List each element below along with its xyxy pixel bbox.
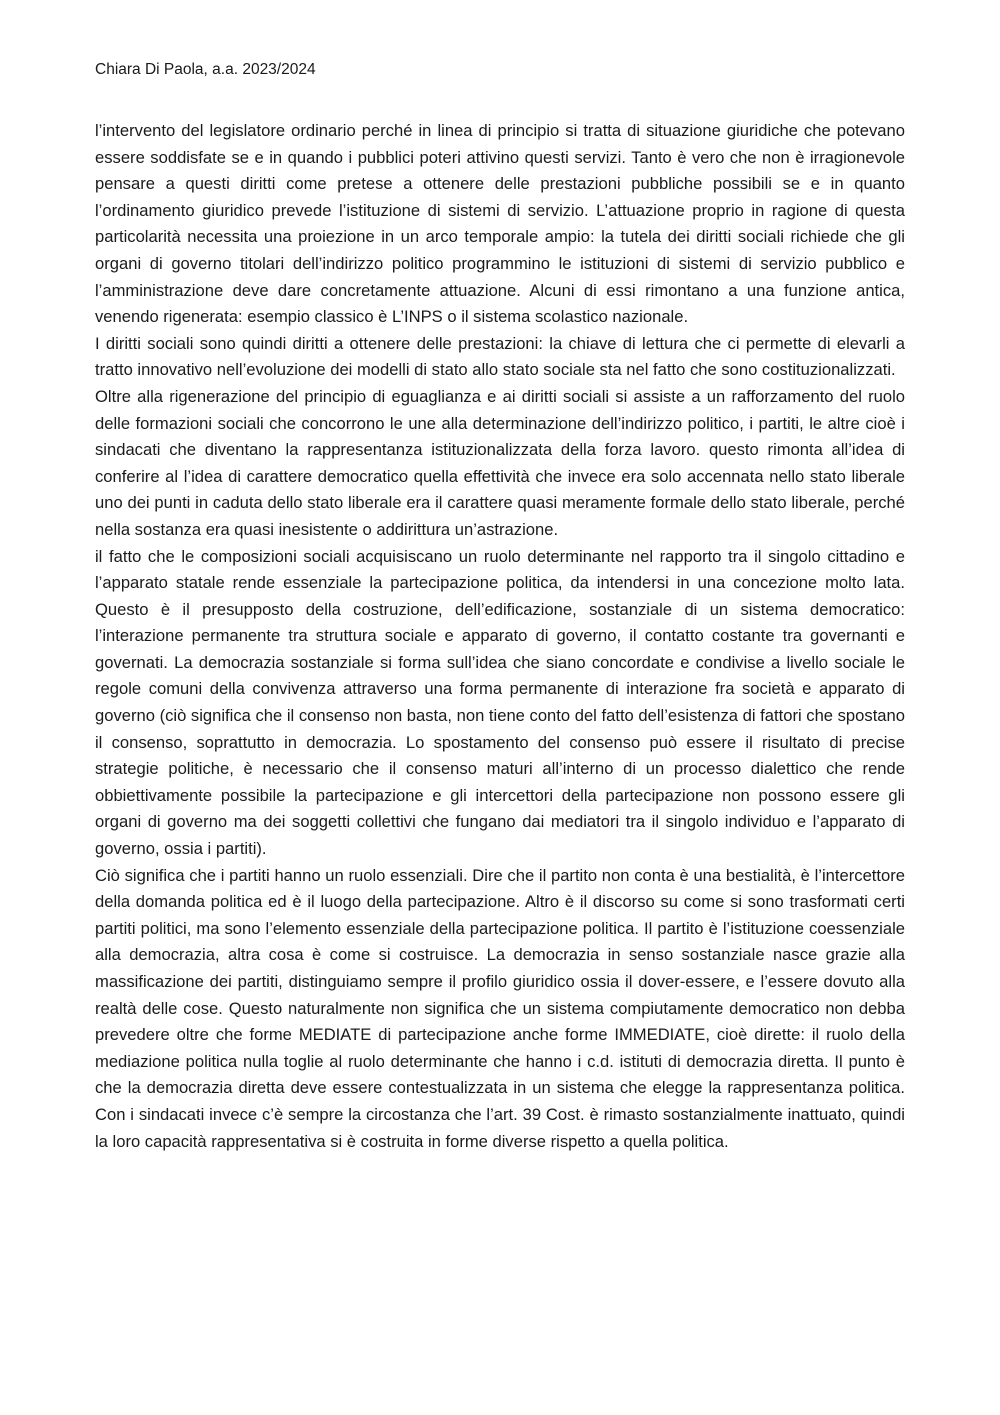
page-header: Chiara Di Paola, a.a. 2023/2024 bbox=[95, 61, 316, 78]
paragraph-3: Oltre alla rigenerazione del principio di eguaglianza e ai diritti sociali si assiste a un rafforzamento del ruolo delle formazioni sociali che concorrono le une alla determinazione dell’indirizzo politico, i partiti, le altre cioè i sindacati che diventano la rappresentanza istituzionalizzata della forza lavoro. questo rimonta all’idea di conferire al l’idea di carattere democratico quella effettività che invece era solo accennata nello stato liberale uno dei punti in caduta dello stato liberale era il carattere quasi meramente formale dello stato liberale, perché nella sostanza era quasi inesistente o addirittura un’astrazione. bbox=[95, 386, 905, 539]
paragraph-5: Ciò significa che i partiti hanno un ruolo essenziali. Dire che il partito non conta è una bestialità, è l’intercettore della domanda politica ed è il luogo della partecipazione. Altro è il discorso su come si sono trasformati certi partiti politici, ma sono l’elemento essenziale della partecipazione politica. Il partito è l’istituzione coessenziale alla democrazia, altra cosa è come si costruisce. La democrazia in senso sostanziale nasce grazie alla massificazione dei partiti, distinguiamo sempre il profilo giuridico ossia il dover-essere, e l’essere dovuto alla realtà delle cose. Questo naturalmente non significa che un sistema compiutamente democratico non debba prevedere oltre che forme MEDIATE di partecipazione anche forme IMMEDIATE, cioè dirette: il ruolo della mediazione politica nulla toglie al ruolo determinante che hanno i c.d. istituti di democrazia diretta. Il punto è che la democrazia diretta deve essere contestualizzata in un sistema che elegge la rappresentanza politica. Con i sindacati invece c’è sempre la circostanza che l’art. 39 Cost. è rimasto sostanzialmente inattuato, quindi la loro capacità rappresentativa si è costruita in forme diverse rispetto a quella politica. bbox=[95, 865, 905, 1151]
paragraph-2: I diritti sociali sono quindi diritti a ottenere delle prestazioni: la chiave di lettura che ci permette di elevarli a tratto innovativo nell’evoluzione dei modelli di stato allo stato sociale sta nel fatto che sono costituzionalizzati. bbox=[95, 333, 905, 380]
body-text bbox=[95, 118, 905, 1155]
paragraph-1: l’intervento del legislatore ordinario perché in linea di principio si tratta di situazione giuridiche che potevano essere soddisfate se e in quando i pubblici poteri attivino questi servizi. Tanto è vero che non è irragionevole pensare a questi diritti come pretese a ottenere delle prestazioni pubbliche possibili se e in quanto l’ordinamento giuridico prevede l’istituzione di sistemi di servizio. L’attuazione proprio in ragione di questa particolarità necessita una proiezione in un arco temporale ampio: la tutela dei diritti sociali richiede che gli organi di governo titolari dell’indirizzo politico programmino le istituzioni di sistemi di servizio pubblico e l’amministrazione deve dare concretamente attuazione. Alcuni di essi rimontano a una funzione antica, venendo rigenerata: esempio classico è L’INPS o il sistema scolastico nazionale. bbox=[95, 121, 905, 327]
paragraph-4: il fatto che le composizioni sociali acquisiscano un ruolo determinante nel rapporto tra il singolo cittadino e l’apparato statale rende essenziale la partecipazione politica, da intendersi in una concezione molto lata. Questo è il presupposto della costruzione, dell’edificazione, sostanziale di un sistema democratico: l’interazione permanente tra struttura sociale e apparato di governo, il contatto costante tra governanti e governati. La democrazia sostanziale si forma sull’idea che siano concordate e condivise a livello sociale le regole comuni della convivenza attraverso una forma permanente di interazione fra società e apparato di governo (ciò significa che il consenso non basta, non tiene conto del fatto dell’esistenza di fattori che spostano il consenso, soprattutto in democrazia. Lo spostamento del consenso può essere il risultato di precise strategie politiche, è necessario che il consenso maturi all’interno di un processo dialettico che rende obbiettivamente possibile la partecipazione e gli intercettori della partecipazione non possono essere gli organi di governo ma dei soggetti collettivi che fungano dai mediatori tra il singolo individuo e l’apparato di governo, ossia i partiti). bbox=[95, 546, 905, 859]
